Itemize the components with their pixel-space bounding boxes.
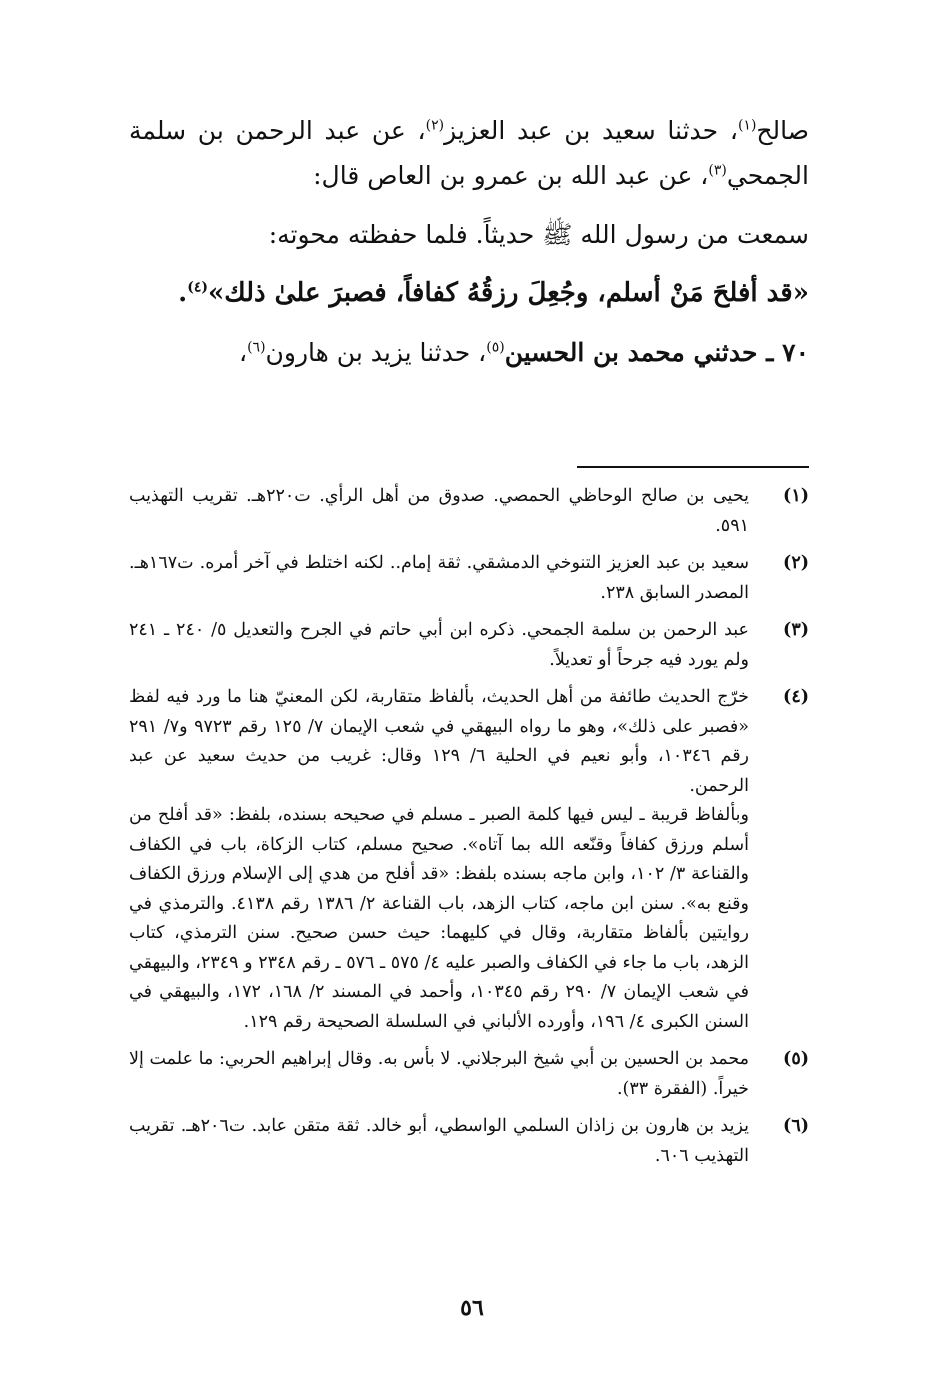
paragraph-2: سمعت من رسول الله ﷺ حديثاً. فلما حفظته محوته:	[268, 220, 809, 249]
footnote-2	[129, 549, 809, 608]
footnote-body	[129, 549, 749, 608]
footnote-text: وبألفاظ قريبة ـ ليس فيها كلمة الصبر ـ مسلم في صحيحه بسنده، بلفظ: «قد أفلح من أسلم ورزق كفافاً وقنّعه الله بما آتاه». صحيح مسلم، كتاب الزكاة، باب في الكفاف والقناعة ٣/ ١٠٢، وابن ماجه بسنده بلفظ: «قد أفلح من هدي إلى الإسلام ورزق الكفاف وقنع به». سنن ابن ماجه، كتاب الزهد، باب القناعة ٢/ ١٣٨٦ رقم ٤١٣٨. والترمذي في روايتين بألفاظ متقاربة، وقال في كليهما: حيث حسن صحيح. سنن الترمذي، كتاب الزهد، باب ما جاء في الكفاف والصبر عليه ٤/ ٥٧٥ ـ ٥٧٦ ـ رقم ٢٣٤٨ و ٢٣٤٩، والبيهقي في شعب الإيمان ٧/ ٢٩٠ رقم ١٠٣٤٥، وأحمد في المسند ٢/ ١٦٨، ١٧٢، والبيهقي في السنن الكبرى ٤/ ١٩٦، وأورده الألباني في السلسلة الصحيحة رقم ١٢٩.	[129, 805, 750, 1032]
footnote-separator	[577, 466, 809, 468]
footnote-text: يزيد بن هارون بن زاذان السلمي الواسطي، أبو خالد. ثقة متقن عابد. ت٢٠٦هـ. تقريب التهذيب ٦٠٦.	[129, 1116, 749, 1166]
text-segment: ، حدثنا يزيد بن هارون	[265, 338, 487, 367]
text-segment: ، عن عبد الله بن عمرو بن العاص قال:	[313, 161, 709, 190]
footnote-ref-2[interactable]: (٢)	[425, 117, 445, 134]
main-text	[129, 108, 809, 375]
footnote-ref-1[interactable]: (١)	[737, 117, 757, 134]
text-segment: .	[178, 278, 188, 308]
paragraph-1	[129, 108, 809, 198]
footnote-body	[129, 1045, 749, 1104]
footnote-ref-6[interactable]: (٦)	[247, 339, 266, 356]
footnote-text: سعيد بن عبد العزيز التنوخي الدمشقي. ثقة إمام.. لكنه اختلط في آخر أمره. ت١٦٧هـ. المصدر السابق ٢٣٨.	[129, 553, 749, 603]
footnote-number: (١)	[783, 486, 809, 506]
quote-text: «قد أفلحَ مَنْ أسلم، وجُعِلَ رزقُهُ كفافاً، فصبرَ علىٰ ذلك»	[207, 278, 809, 308]
footnote-number: (٦)	[783, 1116, 809, 1136]
page-number: ٥٦	[460, 1295, 484, 1321]
footnote-text: محمد بن الحسين بن أبي شيخ البرجلاني. لا بأس به. وقال إبراهيم الحربي: ما علمت إلا خيراً. (الفقرة ٣٣).	[129, 1049, 749, 1099]
footnote-ref-3[interactable]: (٣)	[708, 162, 727, 179]
text-segment: ،	[239, 338, 248, 367]
footnote-1	[129, 482, 809, 541]
footnote-text: خرّج الحديث طائفة من أهل الحديث، بألفاظ متقاربة، لكن المعنيّ هنا ما ورد فيه لفظ «فصبر على ذلك»، وهو ما رواه البيهقي في شعب الإيمان ٧/ ١٢٥ رقم ٩٧٢٣ و٧/ ٢٩١ رقم ١٠٣٤٦، وأبو نعيم في الحلية ٦/ ١٢٩ وقال: غريب من حديث سعيد عن عبد الرحمن.	[129, 687, 750, 796]
footnote-text: يحيى بن صالح الوحاظي الحمصي. صدوق من أهل الرأي. ت٢٢٠هـ. تقريب التهذيب ٥٩١.	[129, 486, 749, 536]
footnote-number: (٥)	[783, 1049, 809, 1069]
footnote-ref-5[interactable]: (٥)	[486, 339, 505, 356]
text-segment: صالح	[756, 116, 810, 145]
hadith-quote	[129, 271, 809, 316]
footnote-6	[129, 1112, 809, 1171]
footnote-number: (٢)	[783, 553, 809, 573]
footnote-5	[129, 1045, 809, 1104]
footnote-ref-4[interactable]: (٤)	[187, 279, 208, 296]
footnote-body	[129, 683, 749, 1037]
narration-number: ٧٠ ـ حدثني محمد بن الحسين	[504, 338, 809, 367]
footnote-3	[129, 616, 809, 675]
text-segment: ، حدثنا سعيد بن عبد العزيز	[444, 116, 738, 145]
footnote-body	[129, 482, 749, 541]
footnote-number: (٣)	[783, 620, 809, 640]
text-segment: ، عن عبد الرحمن بن سلمة الجمحي	[129, 116, 809, 190]
footnote-body	[129, 1112, 749, 1171]
footnote-4	[129, 683, 809, 1037]
footnote-text: عبد الرحمن بن سلمة الجمحي. ذكره ابن أبي حاتم في الجرح والتعديل ٥/ ٢٤٠ ـ ٢٤١ ولم يورد فيه جرحاً أو تعديلاً.	[129, 620, 749, 670]
footnotes	[129, 482, 809, 1179]
footnote-number: (٤)	[783, 687, 809, 707]
footnote-body	[129, 616, 749, 675]
paragraph-4	[129, 330, 809, 375]
